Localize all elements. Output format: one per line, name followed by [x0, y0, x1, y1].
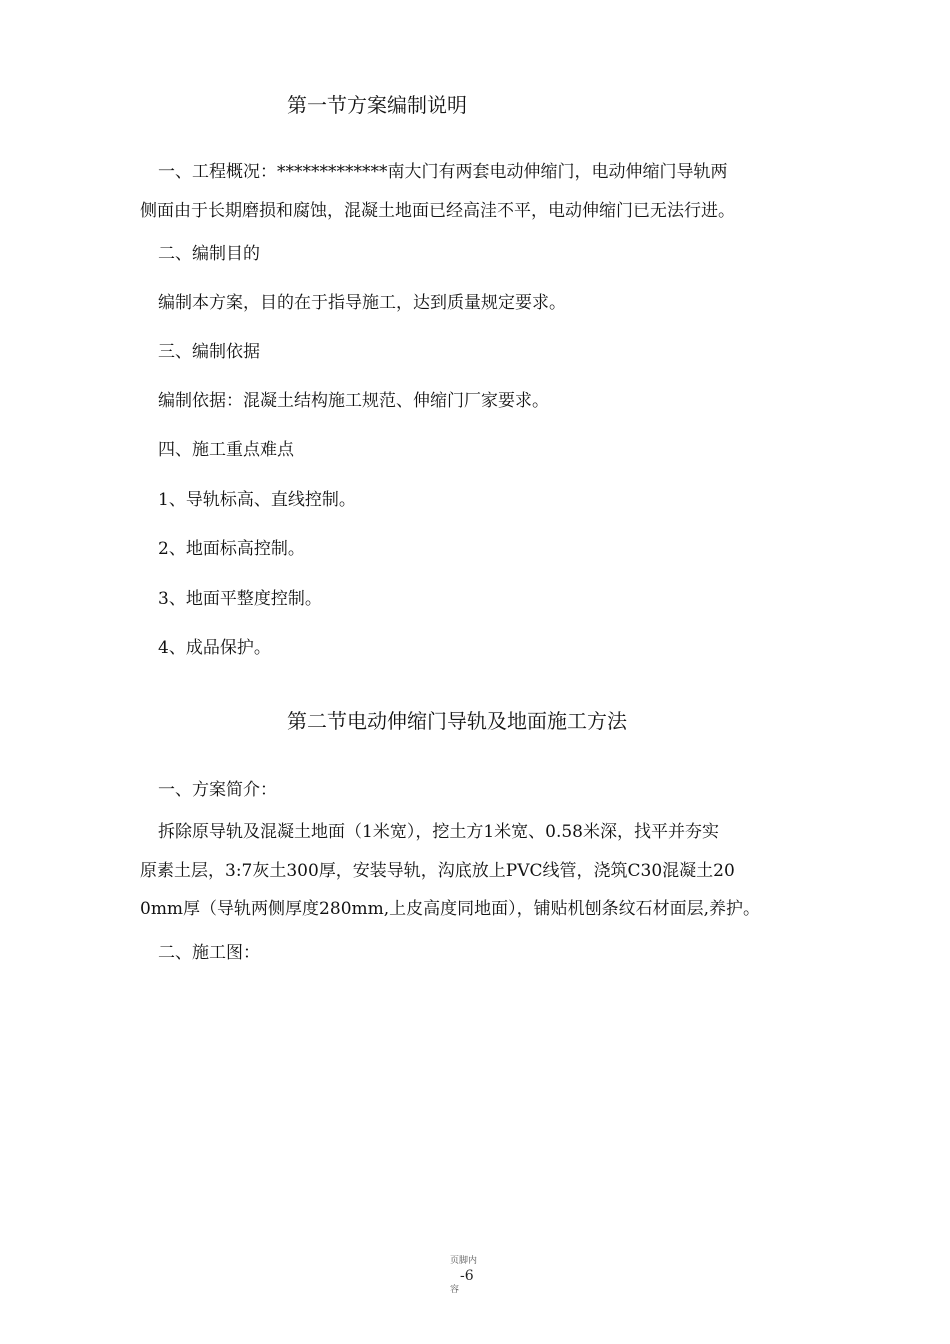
- purpose-text: 编制本方案，目的在于指导施工，达到质量规定要求。: [158, 293, 566, 313]
- intro-line-2: 原素土层，3:7灰土300厚，安装导轨，沟底放上PVC线管，浇筑C30混凝土20: [140, 861, 735, 881]
- intro-heading: 一、方案简介：: [158, 780, 277, 800]
- purpose-heading: 二、编制目的: [158, 244, 260, 264]
- footer-label-bottom: 容: [450, 1285, 460, 1295]
- drawing-heading: 二、施工图：: [158, 943, 260, 963]
- section2-title: 第二节电动伸缩门导轨及地面施工方法: [287, 709, 627, 733]
- intro-line-1: 拆除原导轨及混凝土地面（1米宽），挖土方1米宽、0.58米深，找平并夯实: [158, 822, 719, 842]
- difficulty-item-2: 2、地面标高控制。: [158, 539, 305, 559]
- footer-label-top: 页脚内: [450, 1256, 478, 1266]
- difficulty-item-1: 1、导轨标高、直线控制。: [158, 490, 356, 510]
- difficulty-item-4: 4、成品保护。: [158, 638, 271, 658]
- overview-line-1: 一、工程概况：*************南大门有两套电动伸缩门，电动伸缩门导轨两: [158, 162, 728, 182]
- overview-line-2: 侧面由于长期磨损和腐蚀，混凝土地面已经高洼不平，电动伸缩门已无法行进。: [140, 201, 735, 221]
- basis-heading: 三、编制依据: [158, 342, 260, 362]
- difficulties-heading: 四、施工重点难点: [158, 440, 294, 460]
- difficulty-item-3: 3、地面平整度控制。: [158, 589, 322, 609]
- basis-text: 编制依据：混凝土结构施工规范、伸缩门厂家要求。: [158, 391, 549, 411]
- footer-page-number: -6: [460, 1268, 474, 1284]
- section1-title: 第一节方案编制说明: [287, 93, 467, 117]
- intro-line-3: 0mm厚（导轨两侧厚度280mm,上皮高度同地面），铺贴机刨条纹石材面层,养护。: [140, 899, 761, 919]
